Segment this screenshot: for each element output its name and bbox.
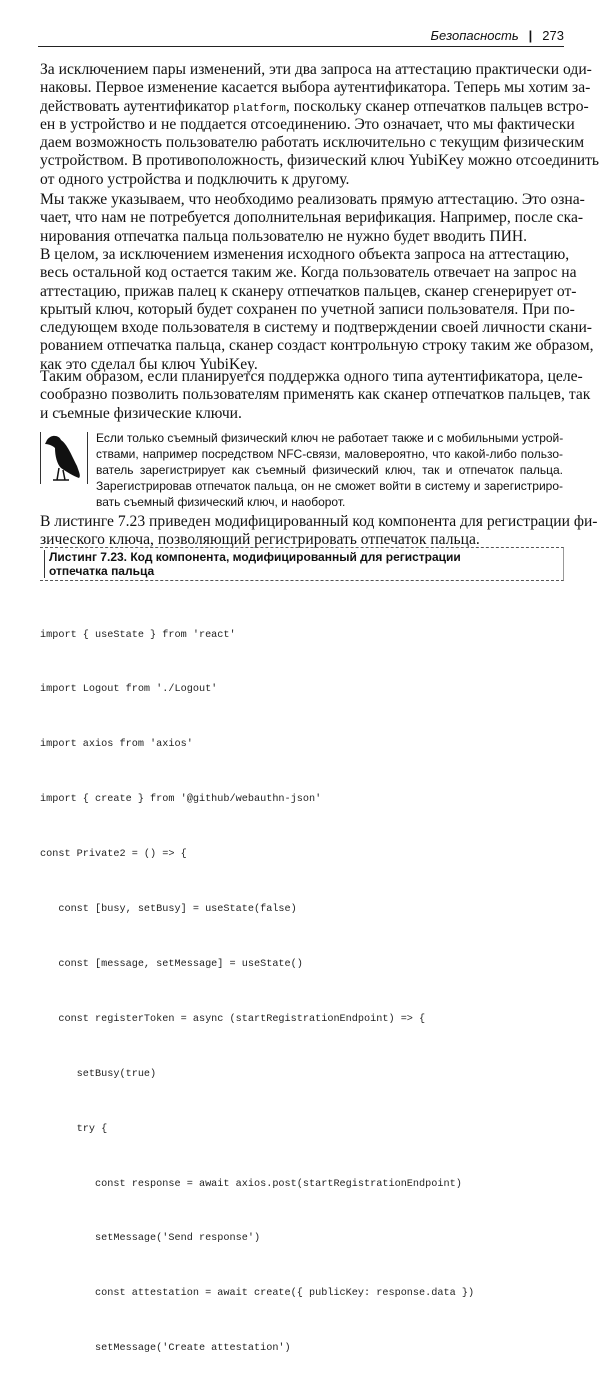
text-line: В листинге 7.23 приведен модифицированный код компонента для регистрации фи- bbox=[40, 513, 598, 530]
listing-caption bbox=[40, 547, 564, 581]
text-line: ствами, например посредством NFC-связи, маловероятно, что какой-либо пользо- bbox=[96, 447, 563, 461]
code-line: import axios from 'axios' bbox=[40, 739, 193, 751]
text-line: ен в устройство и не поддается отсоединению. Это означает, что мы фактически bbox=[40, 115, 575, 133]
text-line: устройством. В противоположность, физический ключ YubiKey можно отсоединить bbox=[40, 152, 600, 170]
listing-title bbox=[44, 550, 461, 578]
section-title: Безопасность bbox=[430, 28, 519, 43]
text-line: как это сделал бы ключ YubiKey. bbox=[40, 355, 258, 373]
code-line: const [busy, setBusy] = useState(false) bbox=[40, 904, 297, 916]
text-line: следующем входе пользователя в систему и подтверждении своей личности скани- bbox=[40, 319, 592, 337]
text-line: крытый ключ, который будет сохранен по учетной записи пользователя. При по- bbox=[40, 300, 575, 318]
code-line: const registerToken = async (startRegistrationEndpoint) => { bbox=[40, 1013, 426, 1025]
note-text bbox=[96, 430, 563, 510]
note-box bbox=[40, 430, 563, 510]
code-line: const Private2 = () => { bbox=[40, 849, 187, 861]
text-line: Таким образом, если планируется поддержка одного типа аутентификатора, целе- bbox=[40, 368, 583, 385]
inline-code: platform bbox=[233, 102, 286, 115]
text-fragment: действовать аутентификатор bbox=[40, 97, 234, 115]
text-line: Если только съемный физический ключ не работает также и с мобильными устрой- bbox=[96, 431, 564, 445]
text-line: Зарегистрировав отпечаток пальца, он не сможет войти в систему и зарегистриро- bbox=[96, 479, 563, 493]
text-line: ватель зарегистрирует как съемный физический ключ, так и отпечаток пальца. bbox=[96, 463, 563, 477]
paragraph-1 bbox=[40, 61, 600, 189]
text-line: зического ключа, позволяющий регистрировать отпечаток пальца. bbox=[40, 531, 480, 549]
text-line: наковы. Первое изменение касается выбора аутентификатора. Теперь мы хотим за- bbox=[40, 79, 591, 97]
page-number: 273 bbox=[542, 28, 564, 43]
header-separator: | bbox=[528, 28, 533, 43]
text-line: и съемные физические ключи. bbox=[40, 404, 242, 422]
text-line: сообразно позволить пользователям применять как сканер отпечатков пальцев, так bbox=[40, 386, 591, 404]
code-line: import Logout from './Logout' bbox=[40, 684, 218, 696]
text-line: За исключением пары изменений, эти два запроса на аттестацию практически оди- bbox=[40, 61, 592, 78]
paragraph-3 bbox=[40, 246, 594, 374]
paragraph-4 bbox=[40, 368, 591, 423]
text-line: чает, что нам не потребуется дополнительная верификация. Например, после ска- bbox=[40, 209, 584, 227]
text-line bbox=[40, 97, 589, 116]
text-fragment: , поскольку сканер отпечатков пальцев встро- bbox=[285, 97, 589, 115]
code-line: setMessage('Create attestation') bbox=[40, 1343, 291, 1355]
listing-title-line: Листинг 7.23. Код компонента, модифицированный для регистрации bbox=[49, 550, 461, 564]
text-line: В целом, за исключением изменения исходного объекта запроса на аттестацию, bbox=[40, 246, 570, 263]
code-line: const [message, setMessage] = useState() bbox=[40, 958, 303, 970]
code-line: setMessage('Send response') bbox=[40, 1233, 261, 1245]
code-line: const response = await axios.post(startRegistrationEndpoint) bbox=[40, 1178, 462, 1190]
running-header bbox=[38, 28, 564, 47]
code-listing bbox=[40, 590, 474, 1377]
text-line: нирования отпечатка пальца пользователю не нужно будет вводить ПИН. bbox=[40, 227, 528, 245]
code-line: const attestation = await create({ publicKey: response.data }) bbox=[40, 1288, 475, 1300]
text-line: аттестацию, прижав палец к сканеру отпечатков пальцев, сканер сгенерирует от- bbox=[40, 282, 577, 300]
listing-title-line: отпечатка пальца bbox=[49, 564, 155, 578]
code-line: import { create } from '@github/webauthn-json' bbox=[40, 794, 322, 806]
paragraph-5 bbox=[40, 513, 598, 550]
crow-icon bbox=[40, 432, 88, 484]
text-line: от одного устройства и подключить к другому. bbox=[40, 170, 350, 188]
text-line: рованием отпечатка пальца, сканер создаст контрольную строку таким же образом, bbox=[40, 337, 594, 355]
text-line: весь остальной код остается таким же. Когда пользователь отвечает на запрос на bbox=[40, 264, 577, 282]
paragraph-2 bbox=[40, 191, 585, 246]
text-line: Мы также указываем, что необходимо реализовать прямую аттестацию. Это озна- bbox=[40, 191, 585, 208]
code-line: setBusy(true) bbox=[40, 1068, 157, 1080]
text-line: даем возможность пользователю работать исключительно с текущим физическим bbox=[40, 134, 585, 152]
code-line: import { useState } from 'react' bbox=[40, 629, 236, 641]
code-line: try { bbox=[40, 1123, 108, 1135]
text-line: вать съемный физический ключ, и наоборот. bbox=[96, 495, 346, 509]
